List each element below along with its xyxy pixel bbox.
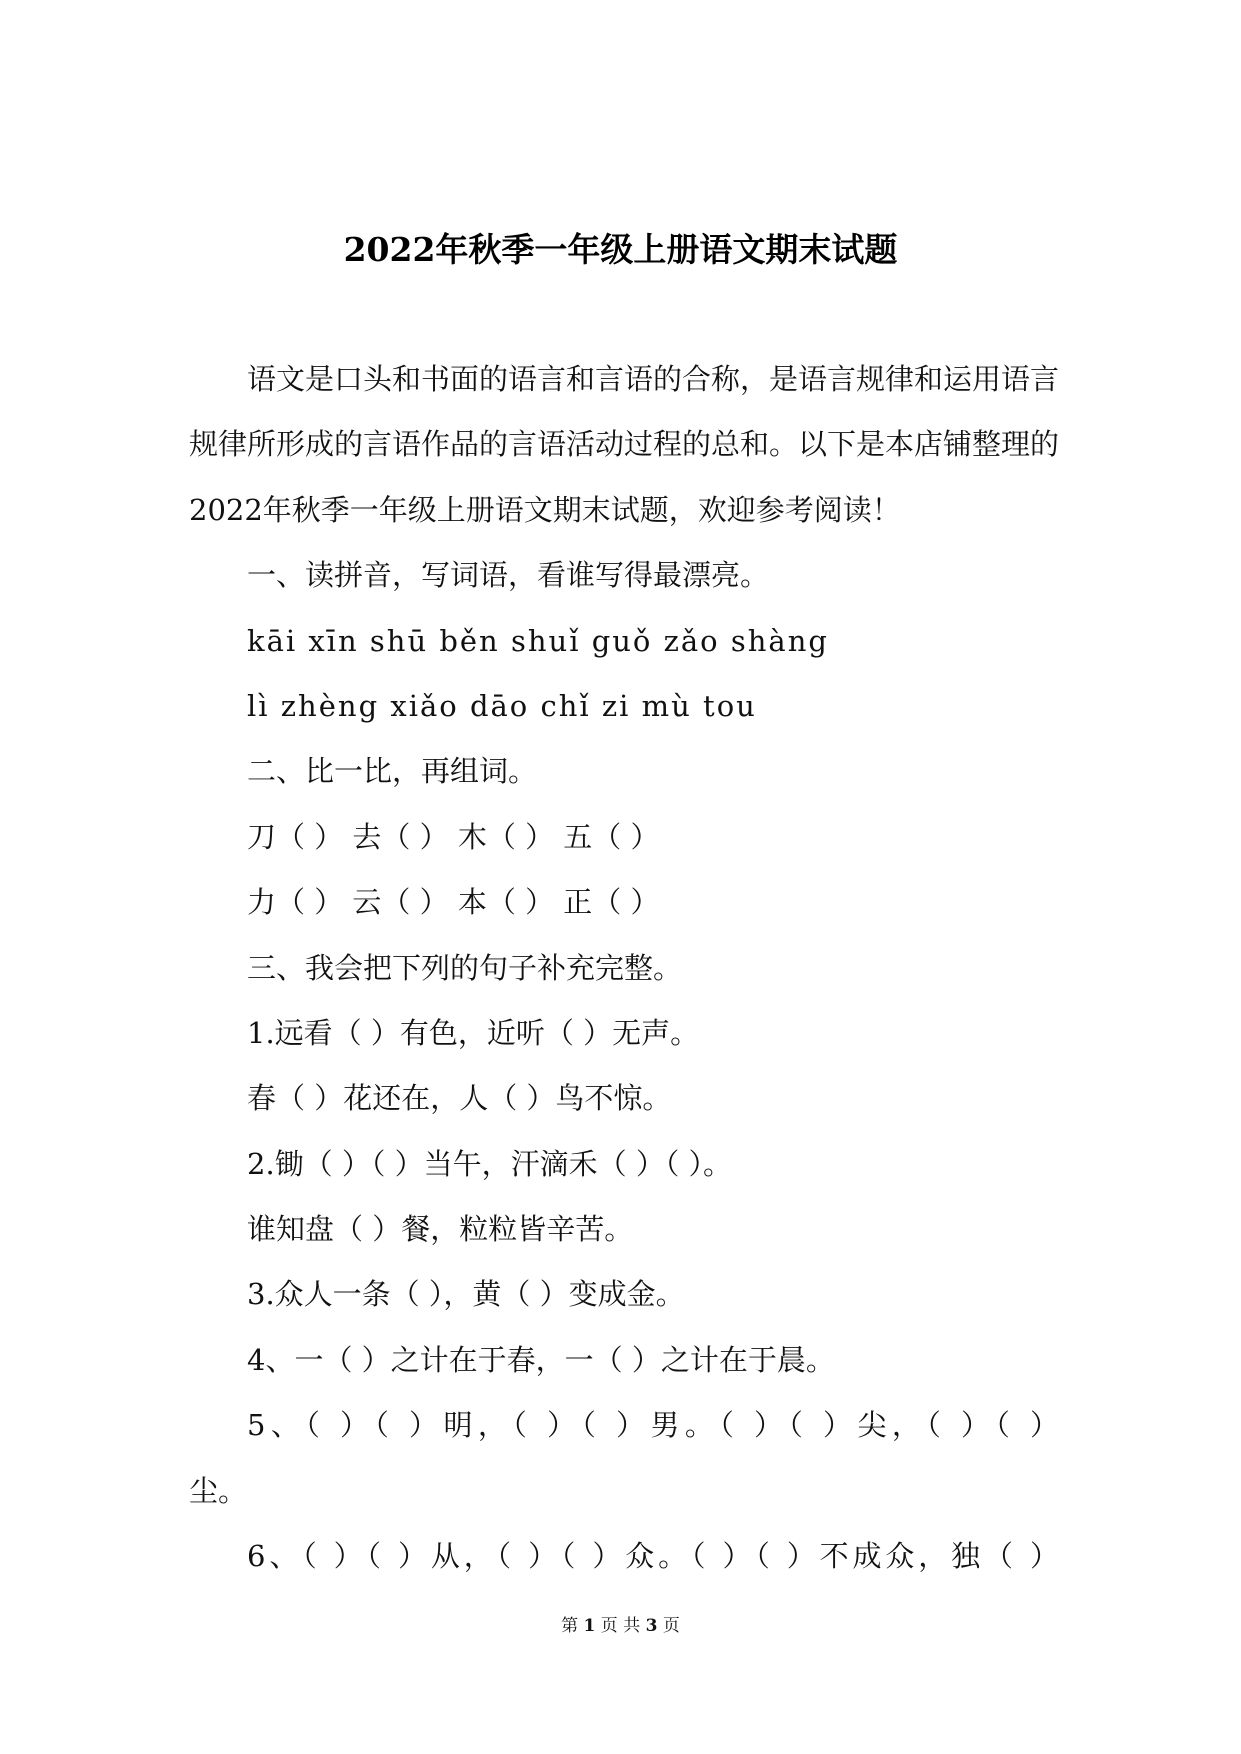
document-title: 2022年秋季一年级上册语文期末试题 (343, 230, 898, 269)
pinyin-line: lì zhèng xiǎo dāo chǐ zi mù tou (247, 688, 757, 723)
footer-current-page: 1 (583, 1616, 596, 1636)
fill-blank-line: 3.众人一条（ ），黄（ ）变成金。 (247, 1277, 685, 1312)
fill-blank-line: 2.锄（ ）（ ）当午，汗滴禾（ ）（ ）。 (247, 1146, 733, 1181)
section-1-heading: 一、读拼音，写词语，看谁写得最漂亮。 (247, 558, 770, 593)
section-1 (189, 543, 1059, 739)
fill-blank-line: 6、（ ）（ ）从，（ ）（ ）众。（ ）（ ）不成众，独（ ） (247, 1539, 1059, 1574)
section-3-heading: 三、我会把下列的句子补充完整。 (247, 950, 683, 985)
pinyin-line: kāi xīn shū běn shuǐ guǒ zǎo shàng (247, 623, 829, 658)
intro-line: 规律所形成的言语作品的言语活动过程的总和。以下是本店铺整理的 (189, 427, 1060, 462)
fill-blank-line: 谁知盘（ ）餐，粒粒皆辛苦。 (247, 1212, 634, 1247)
footer-middle: 页 共 (600, 1616, 641, 1636)
intro-line: 2022年秋季一年级上册语文期末试题，欢迎参考阅读！ (189, 492, 901, 527)
word-compare-row: 力（ ） 云（ ） 本（ ） 正（ ） (247, 885, 660, 920)
section-2 (189, 739, 1059, 935)
page-footer (0, 1613, 1241, 1639)
footer-total-pages: 3 (645, 1616, 658, 1636)
section-2-heading: 二、比一比，再组词。 (247, 754, 538, 789)
fill-blank-line: 春（ ）花还在，人（ ）鸟不惊。 (247, 1081, 672, 1116)
footer-suffix: 页 (662, 1616, 680, 1636)
fill-blank-line: 4、一（ ）之计在于春，一（ ）之计在于晨。 (247, 1342, 835, 1377)
section-3 (189, 936, 1059, 1590)
word-compare-row: 刀（ ） 去（ ） 木（ ） 五（ ） (247, 819, 660, 854)
fill-blank-line: 尘。 (189, 1473, 248, 1508)
intro-paragraph (189, 347, 1059, 543)
fill-blank-line: 5、（ ）（ ）明，（ ）（ ）男。（ ）（ ）尖，（ ）（ ） (247, 1408, 1059, 1443)
fill-blank-line: 1.远看（ ）有色，近听（ ）无声。 (247, 1015, 700, 1050)
intro-line: 语文是口头和书面的语言和言语的合称，是语言规律和运用语言 (247, 362, 1060, 396)
footer-prefix: 第 (561, 1616, 579, 1636)
document-body (189, 347, 1059, 1589)
